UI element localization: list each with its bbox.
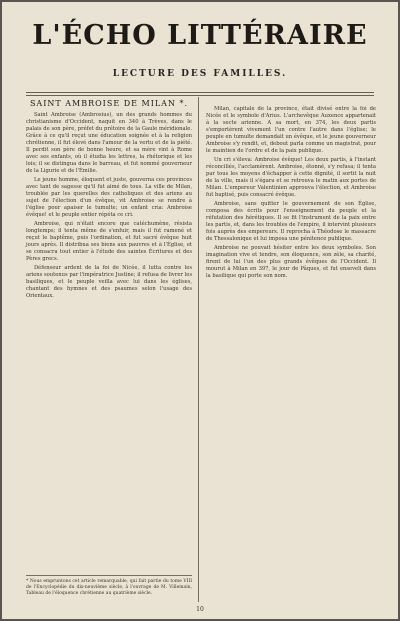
right-column [206, 106, 376, 282]
header-rule-top [26, 92, 374, 93]
left-paragraph: Ambroise, qui n'était encore que catéchumène, résista longtemps; il tenta même de s'enfuir, mais il fut ramené et reçut le baptême, puis l'ordination, et fut sacré évêque huit jours après. Il distribua ses biens aux pauvres et à l'Église, et se consacra tout entier à l'étude des saintes Écritures et des Pères grecs. [26, 221, 192, 262]
right-paragraph: Ambroise ne pouvait hésiter entre les deux symboles. Son imagination vive et tendre, son éloquence, son zèle, sa charité, firent de lui l'un des plus grands évêques de l'Occident. Il mourut à Milan en 397, le jour de Pâques, et fut enseveli dans la basilique qui porte son nom. [206, 245, 376, 279]
article-title: SAINT AMBROISE DE MILAN *. [29, 99, 189, 108]
right-paragraph: Un cri s'éleva: Ambroise évêque! Les deux partis, à l'instant réconciliés, l'acclamèrent. Ambroise, étonné, s'y refusa; il tenta par tous les moyens d'échapper à cette dignité, il sortit la nuit de la ville, mais il s'égara et se retrouva le matin aux portes de Milan. L'empereur Valentinien approuva l'élection, et Ambroise fut baptisé, puis consacré évêque. [206, 157, 376, 198]
header-rule-bottom [26, 95, 374, 96]
right-paragraph: Milan, capitale de la province, était divisé entre la foi de Nicée et le symbole d'Arius. L'archevêque Auxence appartenait à la secte arienne. A sa mort, en 374, les deux partis s'emportèrent vivement l'un contre l'autre dans l'église; le peuple en tumulte demandait un évêque, et le jeune gouverneur Ambroise s'y rendit, et, debout parla comme un magistrat, pour le maintien de l'ordre et de la paix publique. [206, 106, 376, 154]
document-page [2, 2, 398, 619]
right-paragraph: Ambroise, sans quitter le gouvernement de son Église, composa des écrits pour l'enseignement du peuple et la réfutation des hérétiques. Il se fit l'instrument de la paix entre les partis, et, dans les troubles de l'empire, il intervint plusieurs fois auprès des empereurs. Il reprocha à Théodose le massacre de Thessalonique et lui imposa une pénitence publique. [206, 201, 376, 242]
masthead-subtitle: LECTURE DES FAMILLES. [112, 69, 288, 79]
footnote: * Nous empruntons cet article remarquable, qui fait partie du tome VIII de l'Encyclopédie du dix-neuvième siècle, à l'ouvrage de M. Villemain, Tableau de l'éloquence chrétienne au quatrième siècle. [26, 575, 192, 597]
left-paragraph: Défenseur ardent de la foi de Nicée, il lutta contre les ariens soutenus par l'impératrice Justine; il refusa de livrer les basiliques, et le peuple veilla avec lui dans les églises, chantant des hymnes et des psaumes selon l'usage des Orientaux. [26, 265, 192, 299]
masthead-title: L'ÉCHO LITTÉRAIRE [32, 20, 368, 51]
left-paragraph: Le jeune homme, éloquent et juste, gouverna ces provinces avec tant de sagesse qu'il fut aimé de tous. La ville de Milan, troublée par les querelles des catholiques et des ariens au sujet de l'élection d'un évêque, vit Ambroise se rendre à l'église pour apaiser le tumulte; un enfant cria: Ambroise évêque! et le peuple entier répéta ce cri. [26, 177, 192, 218]
left-column [26, 112, 192, 302]
column-divider [198, 97, 199, 602]
page-number: 10 [196, 606, 204, 613]
left-paragraph: Saint Ambroise (Ambrosius), un des grands hommes du christianisme d'Occident, naquit en 340 à Trèves, dans le palais de son père, préfet du prétoire de la Gaule méridionale. Grâce à ce qu'il reçut une éducation soignée et à la religion chrétienne, il fut élevé dans l'amour de la vertu et de la piété. Il perdit son père de bonne heure, et sa mère vint à Rome avec ses enfants, où il étudia les lettres, la rhétorique et les lois; il se distingua dans le barreau, et fut nommé gouverneur de la Ligurie et de l'Émilie. [26, 112, 192, 174]
